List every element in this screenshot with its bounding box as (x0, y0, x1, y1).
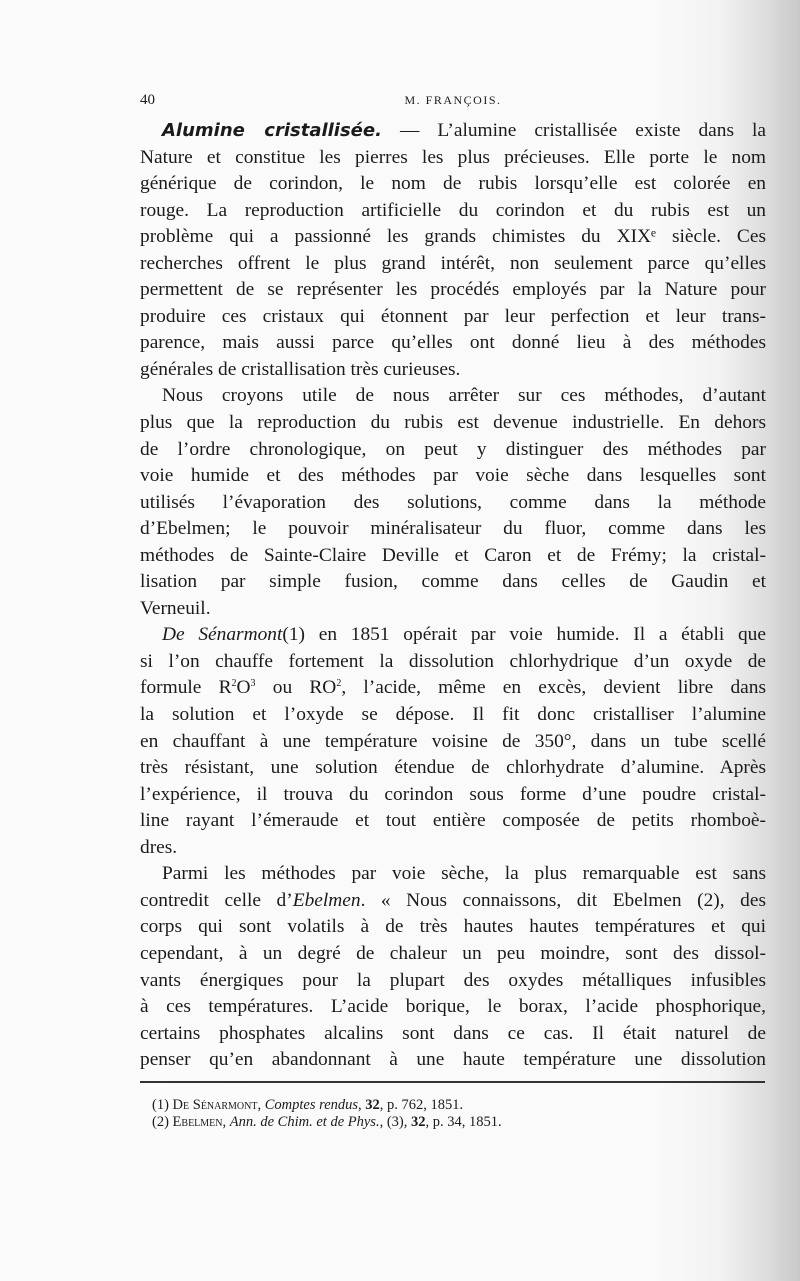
text-line: la solution et l’oxyde se dépose. Il fit donc cristalliser l’alumine (140, 704, 766, 726)
text-line: très résistant, une solution étendue de chlorhydrate d’alumine. Après (140, 757, 766, 779)
text-line: dres. (140, 836, 178, 858)
page-number: 40 (140, 92, 155, 108)
footnote-ref-1[interactable]: (1) (282, 624, 305, 646)
running-head-title: M. FRANÇOIS. (404, 93, 502, 107)
text-line: utilisés l’évaporation des solutions, comme dans la méthode (140, 491, 766, 513)
text-line: Alumine cristallisée. — L’alumine cristallisée existe dans la (162, 120, 767, 141)
text-line: à ces températures. L’acide borique, le borax, l’acide phosphorique, (140, 996, 766, 1018)
text-line: lisation par simple fusion, comme dans celles de Gaudin et (140, 571, 766, 593)
footnote-author: Ebelmen (172, 1114, 223, 1130)
author-name: Ebelmen (292, 889, 361, 911)
text-line: contredit celle d’Ebelmen. « Nous connaissons, dit Ebelmen (2), des (140, 889, 766, 911)
paragraph-senarmont (140, 622, 766, 861)
footnote-volume: 32 (411, 1114, 426, 1130)
formula-line: formule $R^2O^3$ ou $RO^2$, l’acide, même en excès, devient libre dans (140, 677, 766, 699)
text-line: recherches offrent le plus grand intérêt, non seulement parce qu’elles (140, 252, 766, 274)
text-line: parence, mais aussi parce qu’elles ont donné lieu à des méthodes (140, 332, 766, 354)
footnote-journal: Comptes rendus (264, 1097, 359, 1113)
text-line: permettent de se représenter les procédés employés par la Nature pour (140, 279, 766, 301)
text-line: Verneuil. (140, 597, 211, 619)
text-line: problème qui a passionné les grands chimistes du XIXᵉ siècle. Ces (140, 226, 766, 248)
running-head (140, 92, 766, 118)
text-line: cependant, à un degré de chaleur un peu moindre, sont des dissol- (140, 942, 766, 964)
footnote-1: (1) De Sénarmont, Comptes rendus, 32, p. 762, 1851. (152, 1097, 464, 1113)
text-line: vants énergiques pour la plupart des oxydes métalliques infusibles (140, 969, 766, 991)
text-line: plus que la reproduction du rubis est devenue industrielle. En dehors (140, 412, 766, 434)
footnote-journal: Ann. de Chim. et de Phys. (229, 1114, 380, 1130)
text-line: corps qui sont volatils à de très hautes hautes températures et qui (140, 916, 766, 938)
text-line: d’Ebelmen; le pouvoir minéralisateur du fluor, comme dans les (140, 518, 766, 540)
text-line: l’expérience, il trouva du corindon sous forme d’une poudre cristal- (140, 783, 766, 805)
text-line: rouge. La reproduction artificielle du corindon et du rubis est un (140, 199, 766, 221)
text-line: voie humide et des méthodes par voie sèche dans lesquelles sont (140, 465, 766, 487)
footnote-author: De Sénarmont (172, 1097, 258, 1113)
paragraph-ebelmen (140, 861, 766, 1073)
text-line: Nous croyons utile de nous arrêter sur ces méthodes, d’autant (162, 385, 766, 407)
text-line: line rayant l’émeraude et tout entière composée de petits rhomboè- (140, 810, 766, 832)
author-name: De Sénarmont (162, 624, 283, 646)
footnote-2: (2) Ebelmen, Ann. de Chim. et de Phys., (3), 32, p. 34, 1851. (152, 1114, 502, 1130)
text-line: générique de corindon, le nom de rubis lorsqu’elle est colorée en (140, 173, 766, 195)
body-text (140, 118, 766, 1074)
text-line: de l’ordre chronologique, on peut y distinguer des méthodes par (140, 438, 766, 460)
footnotes (152, 1097, 752, 1131)
page (140, 92, 766, 1074)
text-line: penser qu’en abandonnant à une haute température une dissolution (140, 1049, 766, 1071)
text-line: générales de cristallisation très curieuses. (140, 358, 461, 380)
text-line: Nature et constitue les pierres les plus précieuses. Elle porte le nom (140, 146, 766, 168)
paragraph-alumine (140, 118, 766, 383)
text-line: De Sénarmont(1) en 1851 opérait par voie humide. Il a établi que (162, 624, 766, 646)
footnote-ref-2[interactable]: (2) (697, 889, 720, 911)
section-heading: Alumine cristallisée. (162, 120, 382, 141)
text-line: Parmi les méthodes par voie sèche, la plus remarquable est sans (162, 863, 766, 885)
footnote-volume: 32 (365, 1097, 380, 1113)
paragraph-methods (140, 383, 766, 622)
text-line: si l’on chauffe fortement la dissolution chlorhydrique d’un oxyde de (140, 650, 766, 672)
text-line: produire ces cristaux qui étonnent par leur perfection et leur trans- (140, 305, 766, 327)
text-line: certains phosphates alcalins sont dans ce cas. Il était naturel de (140, 1022, 766, 1044)
text-line: en chauffant à une température voisine de 350°, dans un tube scellé (140, 730, 766, 752)
footnote-divider (140, 1081, 765, 1083)
text-line: méthodes de Sainte-Claire Deville et Caron et de Frémy; la cristal- (140, 544, 766, 566)
